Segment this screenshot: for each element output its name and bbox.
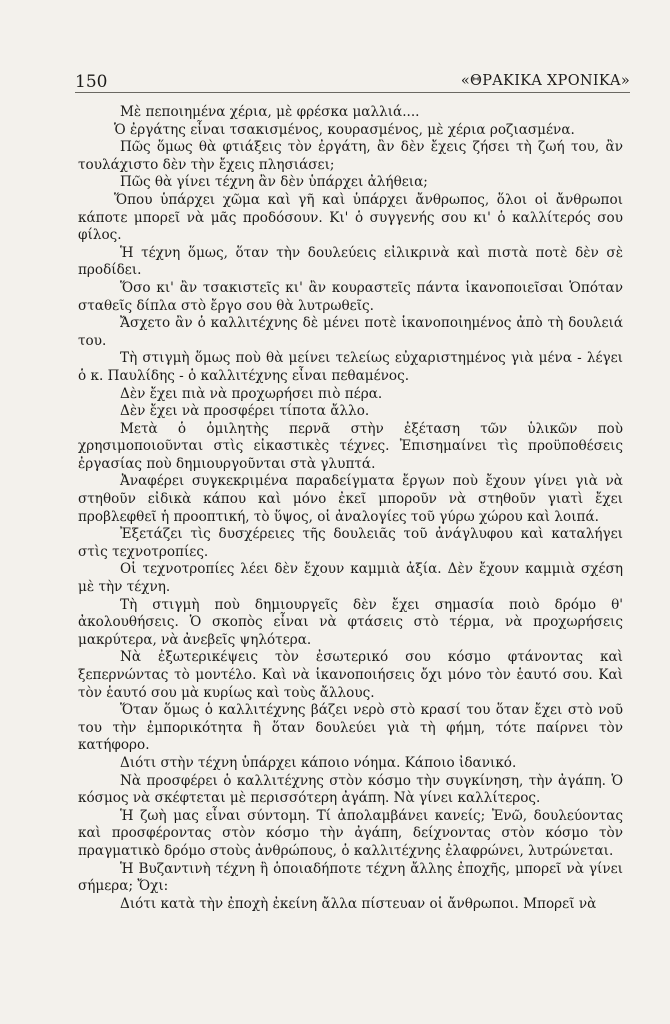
paragraph: Ἡ τέχνη ὅμως, ὅταν τὴν δουλεύεις εἰλικρινὰ καὶ πιστὰ ποτὲ δὲν σὲ προδίδει.: [78, 244, 623, 279]
paragraph: Ὅσο κι' ἂν τσακιστεῖς κι' ἂν κουραστεῖς πάντα ἱκανοποιεῖσαι Ὁπόταν σταθεῖς δίπλα στὸ ἔργο σου θὰ λυτρωθεῖς.: [78, 279, 623, 314]
paragraph: Ὅταν ὅμως ὁ καλλιτέχνης βάζει νερὸ στὸ κρασί του ὅταν ἔχει στὸ νοῦ του τὴν ἐμπορικότητα ἢ ὅταν δουλεύει γιὰ τὴ φήμη, τότε παίρνει τὸν κατήφορο.: [78, 702, 623, 754]
paragraph: Διότι στὴν τέχνη ὑπάρχει κάποιο νόημα. Κάποιο ἰδανικό.: [120, 754, 517, 771]
paragraph: Ἄσχετο ἂν ὁ καλλιτέχνης δὲ μένει ποτὲ ἱκανοποιημένος ἀπὸ τὴ δουλειά του.: [78, 315, 623, 349]
paragraph: Διότι κατὰ τὴν ἐποχὴ ἐκείνη ἄλλα πίστευαν οἱ ἄνθρωποι. Μπορεῖ νὰ: [120, 895, 597, 912]
paragraph: Ὁ ἐργάτης εἶναι τσακισμένος, κουρασμένος, μὲ χέρια ροζιασμένα.: [114, 121, 575, 138]
header-divider: [75, 92, 630, 93]
paragraph: Μετὰ ὁ ὁμιλητὴς περνᾶ στὴν ἐξέταση τῶν ὑλικῶν ποὺ χρησιμοποιοῦνται στὶς εἰκαστικὲς τέχνες. Ἐπισημαίνει τὶς προϋποθέσεις ἐργασίας ποὺ δημιουργοῦνται στὰ γλυπτά.: [78, 420, 623, 472]
paragraph: Οἱ τεχνοτροπίες λέει δὲν ἔχουν καμμιὰ ἀξία. Δὲν ἔχουν καμμιὰ σχέση μὲ τὴν τέχνη.: [78, 561, 623, 596]
paragraph: Ὅπου ὑπάρχει χῶμα καὶ γῆ καὶ ὑπάρχει ἄνθρωπος, ὅλοι οἱ ἄνθρωποι κάποτε μπορεῖ νὰ μᾶς προδόσουν. Κι' ὁ συγγενής σου κι' ὁ καλλίτερός σου φίλος.: [78, 191, 623, 244]
article-body: [78, 104, 623, 913]
paragraph: Δὲν ἔχει πιὰ νὰ προχωρήσει πιὸ πέρα.: [120, 385, 383, 402]
journal-title: «ΘΡΑΚΙΚΑ ΧΡΟΝΙΚΑ»: [460, 73, 630, 89]
paragraph: Ἡ ζωὴ μας εἶναι σύντομη. Τί ἀπολαμβάνει κανείς; Ἐνῶ, δουλεύοντας καὶ προσφέροντας στὸν κόσμο τὴν ἀγάπη, δείχνοντας στὸν κόσμο τὸν πραγματικὸ δρόμο στοὺς ἀνθρώπους, ὁ καλλιτέχνης ἐλαφρώνει, λυτρώνεται.: [78, 807, 623, 859]
paragraph: Μὲ πεποιημένα χέρια, μὲ φρέσκα μαλλιά....: [120, 104, 420, 120]
paragraph: Ἐξετάζει τὶς δυσχέρειες τῆς δουλειᾶς τοῦ ἀνάγλυφου καὶ καταλήγει στὶς τεχνοτροπίες.: [78, 526, 623, 560]
paragraph: Ἀναφέρει συγκεκριμένα παραδείγματα ἔργων ποὺ ἔχουν γίνει γιὰ νὰ στηθοῦν εἰδικὰ κάπου καὶ μόνο ἐκεῖ μποροῦν νὰ στηθοῦν γιατὶ ἔχει προβλεφθεῖ ἡ προοπτική, τὸ ὕψος, οἱ ἀναλογίες τοῦ γύρω χώρου καὶ λοιπά.: [78, 473, 623, 525]
paragraph: Πῶς ὅμως θὰ φτιάξεις τὸν ἐργάτη, ἂν δὲν ἔχεις ζήσει τὴ ζωή του, ἂν τουλάχιστο δὲν τὴν ἔχεις πλησιάσει;: [78, 139, 623, 173]
paragraph: Πῶς θὰ γίνει τέχνη ἂν δὲν ὑπάρχει ἀλήθεια;: [120, 174, 428, 191]
paragraph: Τὴ στιγμὴ ὅμως ποὺ θὰ μείνει τελείως εὐχαριστημένος γιὰ μένα - λέγει ὁ κ. Παυλίδης - ὁ καλλιτέχνης εἶναι πεθαμένος.: [78, 350, 623, 384]
paragraph: Ἡ Βυζαντινὴ τέχνη ἢ ὁποιαδήποτε τέχνη ἄλλης ἐποχῆς, μπορεῖ νὰ γίνει σήμερα; Ὄχι:: [78, 860, 623, 895]
paragraph: Νὰ ἐξωτερικέψεις τὸν ἐσωτερικό σου κόσμο φτάνοντας καὶ ξεπερνώντας τὸ μοντέλο. Καὶ νὰ ἱκανοποιήσεις ὄχι μόνο τὸν ἑαυτό σου. Καὶ τὸν ἑαυτό σου μὰ κυρίως καὶ τοὺς ἄλλους.: [78, 649, 623, 701]
page-number: 150: [75, 72, 108, 92]
paragraph: Τὴ στιγμὴ ποὺ δημιουργεῖς δὲν ἔχει σημασία ποιὸ δρόμο θ' ἀκολουθήσεις. Ὁ σκοπὸς εἶναι νὰ φτάσεις στὸ τέρμα, νὰ προχωρήσεις μακρύτερα, νὰ ἀνεβεῖς ψηλότερα.: [78, 596, 623, 648]
paragraph: Νὰ προσφέρει ὁ καλλιτέχνης στὸν κόσμο τὴν συγκίνηση, τὴν ἀγάπη. Ὁ κόσμος νὰ σκέφτεται μὲ περισσότερη ἀγάπη. Νὰ γίνει καλλίτερος.: [78, 772, 623, 807]
paragraph: Δὲν ἔχει νὰ προσφέρει τίποτα ἄλλο.: [120, 403, 370, 420]
page-header: [75, 72, 630, 92]
